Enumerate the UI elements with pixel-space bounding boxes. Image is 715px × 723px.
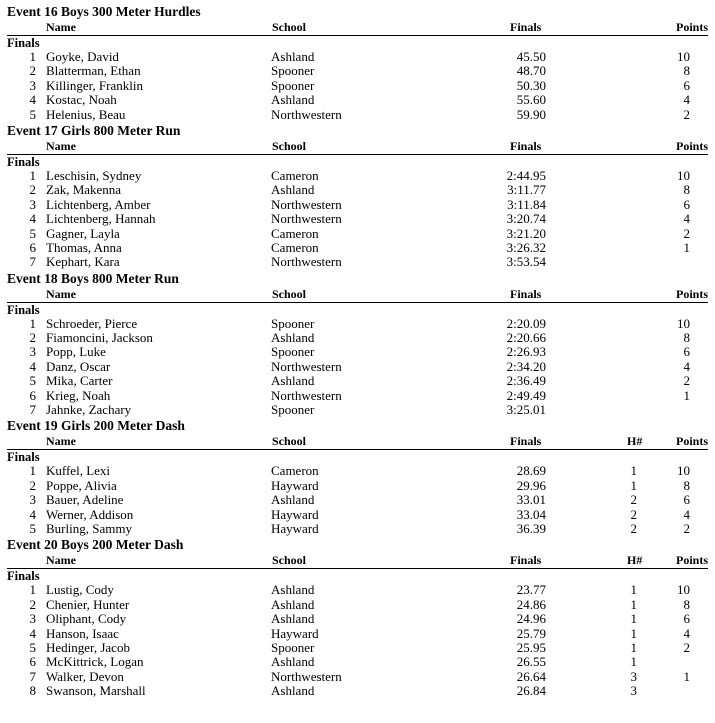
school: Ashland (271, 683, 315, 699)
event-section (0, 417, 715, 536)
event-title: Event 18 Boys 800 Meter Run (7, 270, 179, 286)
athlete-name: Killinger, Franklin (46, 77, 143, 93)
school-column-header: School (272, 138, 307, 153)
heat-number: 2 (630, 506, 637, 522)
finals-mark: 59.90 (516, 106, 546, 122)
finals-mark: 2:20.66 (506, 330, 546, 346)
place: 5 (29, 520, 36, 536)
finals-mark: 2:49.49 (506, 387, 546, 403)
finals-mark: 25.95 (516, 639, 546, 655)
finals-mark: 25.79 (516, 625, 546, 641)
event-title: Event 17 Girls 800 Meter Run (7, 122, 181, 138)
heat-number: 1 (630, 596, 637, 612)
school: Northwestern (271, 211, 342, 227)
place: 3 (29, 344, 36, 360)
school-column-header: School (272, 553, 307, 568)
heat-number: 1 (630, 611, 637, 627)
finals-mark: 48.70 (516, 63, 546, 79)
athlete-name: Swanson, Marshall (46, 683, 146, 699)
athlete-name: Chenier, Hunter (46, 596, 130, 612)
finals-column-header: Finals (510, 286, 542, 301)
school: Ashland (271, 330, 315, 346)
place: 1 (29, 463, 36, 479)
event-section (0, 270, 715, 418)
points: 2 (683, 373, 690, 389)
heat-column-header: H# (627, 434, 643, 449)
school: Ashland (271, 596, 315, 612)
athlete-name: Schroeder, Pierce (46, 315, 138, 331)
points: 2 (683, 639, 690, 655)
result-row (0, 612, 715, 626)
finals-mark: 45.50 (516, 49, 546, 64)
place: 4 (29, 92, 36, 108)
finals-mark: 2:20.09 (506, 315, 546, 331)
school: Ashland (271, 49, 315, 64)
finals-mark: 3:53.54 (506, 254, 546, 270)
place: 4 (29, 211, 36, 227)
athlete-name: Lichtenberg, Hannah (46, 211, 156, 227)
school: Hayward (271, 625, 319, 641)
finals-mark: 26.64 (516, 668, 546, 684)
finals-column-header: Finals (510, 553, 542, 568)
school: Cameron (271, 225, 319, 241)
heat-number: 2 (630, 492, 637, 508)
school: Northwestern (271, 668, 342, 684)
event-title: Event 20 Boys 200 Meter Dash (7, 537, 184, 553)
results-list (0, 50, 715, 122)
place: 5 (29, 373, 36, 389)
points: 4 (683, 92, 690, 108)
place: 3 (29, 196, 36, 212)
school: Spooner (271, 77, 315, 93)
finals-mark: 3:26.32 (506, 239, 546, 255)
result-row (0, 255, 715, 269)
points: 6 (683, 196, 690, 212)
finals-mark: 29.96 (516, 477, 546, 493)
results-list (0, 464, 715, 536)
event-section (0, 3, 715, 122)
result-row (0, 317, 715, 331)
finals-mark: 3:11.77 (507, 182, 546, 198)
result-row (0, 50, 715, 64)
athlete-name: Hanson, Isaac (46, 625, 119, 641)
finals-mark: 26.84 (516, 683, 546, 699)
results-list (0, 317, 715, 418)
place: 6 (29, 239, 36, 255)
result-row (0, 64, 715, 78)
points: 6 (683, 611, 690, 627)
points: 10 (677, 315, 690, 331)
place: 2 (29, 477, 36, 493)
school: Spooner (271, 402, 315, 418)
place: 7 (29, 668, 36, 684)
school: Hayward (271, 520, 319, 536)
place: 1 (29, 315, 36, 331)
event-section (0, 536, 715, 698)
heat-number: 1 (630, 625, 637, 641)
points: 10 (677, 167, 690, 183)
result-row (0, 241, 715, 255)
place: 2 (29, 63, 36, 79)
name-column-header: Name (46, 553, 76, 568)
athlete-name: Danz, Oscar (46, 358, 111, 374)
result-row (0, 522, 715, 536)
column-header-row (7, 139, 708, 155)
finals-column-header: Finals (510, 138, 542, 153)
result-row (0, 583, 715, 597)
result-row (0, 670, 715, 684)
points: 4 (683, 211, 690, 227)
school-column-header: School (272, 434, 307, 449)
result-row (0, 360, 715, 374)
name-column-header: Name (46, 20, 76, 34)
event-title: Event 19 Girls 200 Meter Dash (7, 418, 185, 434)
athlete-name: Krieg, Noah (46, 387, 111, 403)
section-label: Finals (7, 302, 40, 317)
points: 6 (683, 344, 690, 360)
result-row (0, 183, 715, 197)
column-header-row (7, 434, 708, 450)
athlete-name: Kephart, Kara (46, 254, 120, 270)
place: 5 (29, 639, 36, 655)
event-section (0, 122, 715, 270)
results-list (0, 583, 715, 698)
result-row (0, 374, 715, 388)
school: Ashland (271, 373, 315, 389)
athlete-name: Hedinger, Jacob (46, 639, 130, 655)
place: 2 (29, 596, 36, 612)
athlete-name: Bauer, Adeline (46, 492, 124, 508)
section-label: Finals (7, 36, 40, 50)
place: 4 (29, 506, 36, 522)
finals-mark: 2:34.20 (506, 358, 546, 374)
section-label: Finals (7, 154, 40, 169)
finals-mark: 24.86 (516, 596, 546, 612)
event-title: Event 16 Boys 300 Meter Hurdles (7, 4, 201, 19)
finals-mark: 2:44.95 (506, 167, 546, 183)
athlete-name: Werner, Addison (46, 506, 134, 522)
school: Ashland (271, 182, 315, 198)
result-row (0, 655, 715, 669)
athlete-name: Kostac, Noah (46, 92, 117, 108)
points: 4 (683, 625, 690, 641)
finals-mark: 50.30 (516, 77, 546, 93)
place: 5 (29, 225, 36, 241)
place: 3 (29, 77, 36, 93)
result-row (0, 508, 715, 522)
athlete-name: Mika, Carter (46, 373, 113, 389)
school-column-header: School (272, 20, 307, 34)
school: Spooner (271, 344, 315, 360)
finals-mark: 3:20.74 (506, 211, 546, 227)
athlete-name: Popp, Luke (46, 344, 106, 360)
column-header-row (7, 553, 708, 569)
finals-mark: 24.96 (516, 611, 546, 627)
heat-number: 2 (630, 520, 637, 536)
athlete-name: Kuffel, Lexi (46, 463, 111, 479)
points: 8 (683, 63, 690, 79)
points: 6 (683, 492, 690, 508)
place: 7 (29, 254, 36, 270)
name-column-header: Name (46, 286, 76, 301)
school: Ashland (271, 92, 315, 108)
finals-mark: 33.01 (516, 492, 546, 508)
result-row (0, 227, 715, 241)
athlete-name: Burling, Sammy (46, 520, 132, 536)
place: 2 (29, 330, 36, 346)
athlete-name: Oliphant, Cody (46, 611, 127, 627)
school: Ashland (271, 611, 315, 627)
heat-number: 3 (630, 668, 637, 684)
place: 8 (29, 683, 36, 699)
place: 1 (29, 49, 36, 64)
result-row (0, 389, 715, 403)
school: Northwestern (271, 254, 342, 270)
points: 1 (683, 668, 690, 684)
place: 6 (29, 654, 36, 670)
finals-mark: 3:21.20 (506, 225, 546, 241)
school: Ashland (271, 654, 315, 670)
result-row (0, 79, 715, 93)
finals-column-header: Finals (510, 20, 542, 34)
points: 1 (683, 387, 690, 403)
result-row (0, 93, 715, 107)
result-row (0, 684, 715, 698)
heat-number: 3 (630, 683, 637, 699)
place: 1 (29, 582, 36, 598)
school: Spooner (271, 639, 315, 655)
points: 8 (683, 596, 690, 612)
section-label: Finals (7, 450, 40, 465)
points: 8 (683, 182, 690, 198)
place: 3 (29, 611, 36, 627)
column-header-row (7, 20, 708, 36)
result-row (0, 169, 715, 183)
finals-mark: 33.04 (516, 506, 546, 522)
athlete-name: Lichtenberg, Amber (46, 196, 151, 212)
finals-mark: 23.77 (516, 582, 546, 598)
result-row (0, 493, 715, 507)
result-row (0, 627, 715, 641)
place: 1 (29, 167, 36, 183)
points-column-header: Points (675, 138, 708, 153)
finals-mark: 55.60 (516, 92, 546, 108)
athlete-name: Blatterman, Ethan (46, 63, 141, 79)
points: 6 (683, 77, 690, 93)
finals-mark: 2:36.49 (506, 373, 546, 389)
school: Hayward (271, 477, 319, 493)
result-row (0, 464, 715, 478)
school: Northwestern (271, 358, 342, 374)
athlete-name: Zak, Makenna (46, 182, 122, 198)
points: 10 (677, 463, 690, 479)
heat-column-header: H# (627, 553, 643, 568)
school: Cameron (271, 239, 319, 255)
place: 5 (29, 106, 36, 122)
points: 8 (683, 477, 690, 493)
athlete-name: Poppe, Alivia (46, 477, 117, 493)
finals-mark: 36.39 (516, 520, 546, 536)
result-row (0, 331, 715, 345)
points: 4 (683, 358, 690, 374)
name-column-header: Name (46, 138, 76, 153)
place: 2 (29, 182, 36, 198)
athlete-name: Lustig, Cody (46, 582, 114, 598)
points: 10 (677, 582, 690, 598)
school: Spooner (271, 315, 315, 331)
heat-number: 1 (630, 582, 637, 598)
place: 3 (29, 492, 36, 508)
athlete-name: Walker, Devon (46, 668, 124, 684)
athlete-name: Helenius, Beau (46, 106, 126, 122)
result-row (0, 212, 715, 226)
points-column-header: Points (675, 286, 708, 301)
result-row (0, 345, 715, 359)
result-row (0, 598, 715, 612)
finals-mark: 2:26.93 (506, 344, 546, 360)
finals-column-header: Finals (510, 434, 542, 449)
points: 2 (683, 520, 690, 536)
points: 1 (683, 239, 690, 255)
athlete-name: Gagner, Layla (46, 225, 120, 241)
finals-mark: 3:11.84 (507, 196, 546, 212)
athlete-name: Fiamoncini, Jackson (46, 330, 153, 346)
points-column-header: Points (675, 20, 708, 34)
finals-mark: 26.55 (516, 654, 546, 670)
points-column-header: Points (675, 553, 708, 568)
results-document (0, 3, 715, 699)
points: 2 (683, 106, 690, 122)
place: 4 (29, 358, 36, 374)
school: Cameron (271, 167, 319, 183)
school: Northwestern (271, 196, 342, 212)
heat-number: 1 (630, 639, 637, 655)
points: 4 (683, 506, 690, 522)
heat-number: 1 (630, 463, 637, 479)
athlete-name: Goyke, David (46, 49, 119, 64)
school-column-header: School (272, 286, 307, 301)
heat-number: 1 (630, 477, 637, 493)
athlete-name: Thomas, Anna (46, 239, 122, 255)
school: Cameron (271, 463, 319, 479)
athlete-name: Jahnke, Zachary (46, 402, 132, 418)
place: 6 (29, 387, 36, 403)
name-column-header: Name (46, 434, 76, 449)
school: Spooner (271, 63, 315, 79)
place: 7 (29, 402, 36, 418)
column-header-row (7, 287, 708, 303)
school: Ashland (271, 492, 315, 508)
school: Northwestern (271, 387, 342, 403)
athlete-name: Leschisin, Sydney (46, 167, 142, 183)
athlete-name: McKittrick, Logan (46, 654, 144, 670)
points-column-header: Points (675, 434, 708, 449)
place: 4 (29, 625, 36, 641)
result-row (0, 479, 715, 493)
result-row (0, 641, 715, 655)
school: Northwestern (271, 106, 342, 122)
result-row (0, 108, 715, 122)
heat-number: 1 (630, 654, 637, 670)
points: 8 (683, 330, 690, 346)
finals-mark: 3:25.01 (506, 402, 546, 418)
points: 10 (677, 49, 690, 64)
finals-mark: 28.69 (516, 463, 546, 479)
results-list (0, 169, 715, 270)
points: 2 (683, 225, 690, 241)
result-row (0, 403, 715, 417)
school: Ashland (271, 582, 315, 598)
result-row (0, 198, 715, 212)
section-label: Finals (7, 569, 40, 584)
school: Hayward (271, 506, 319, 522)
